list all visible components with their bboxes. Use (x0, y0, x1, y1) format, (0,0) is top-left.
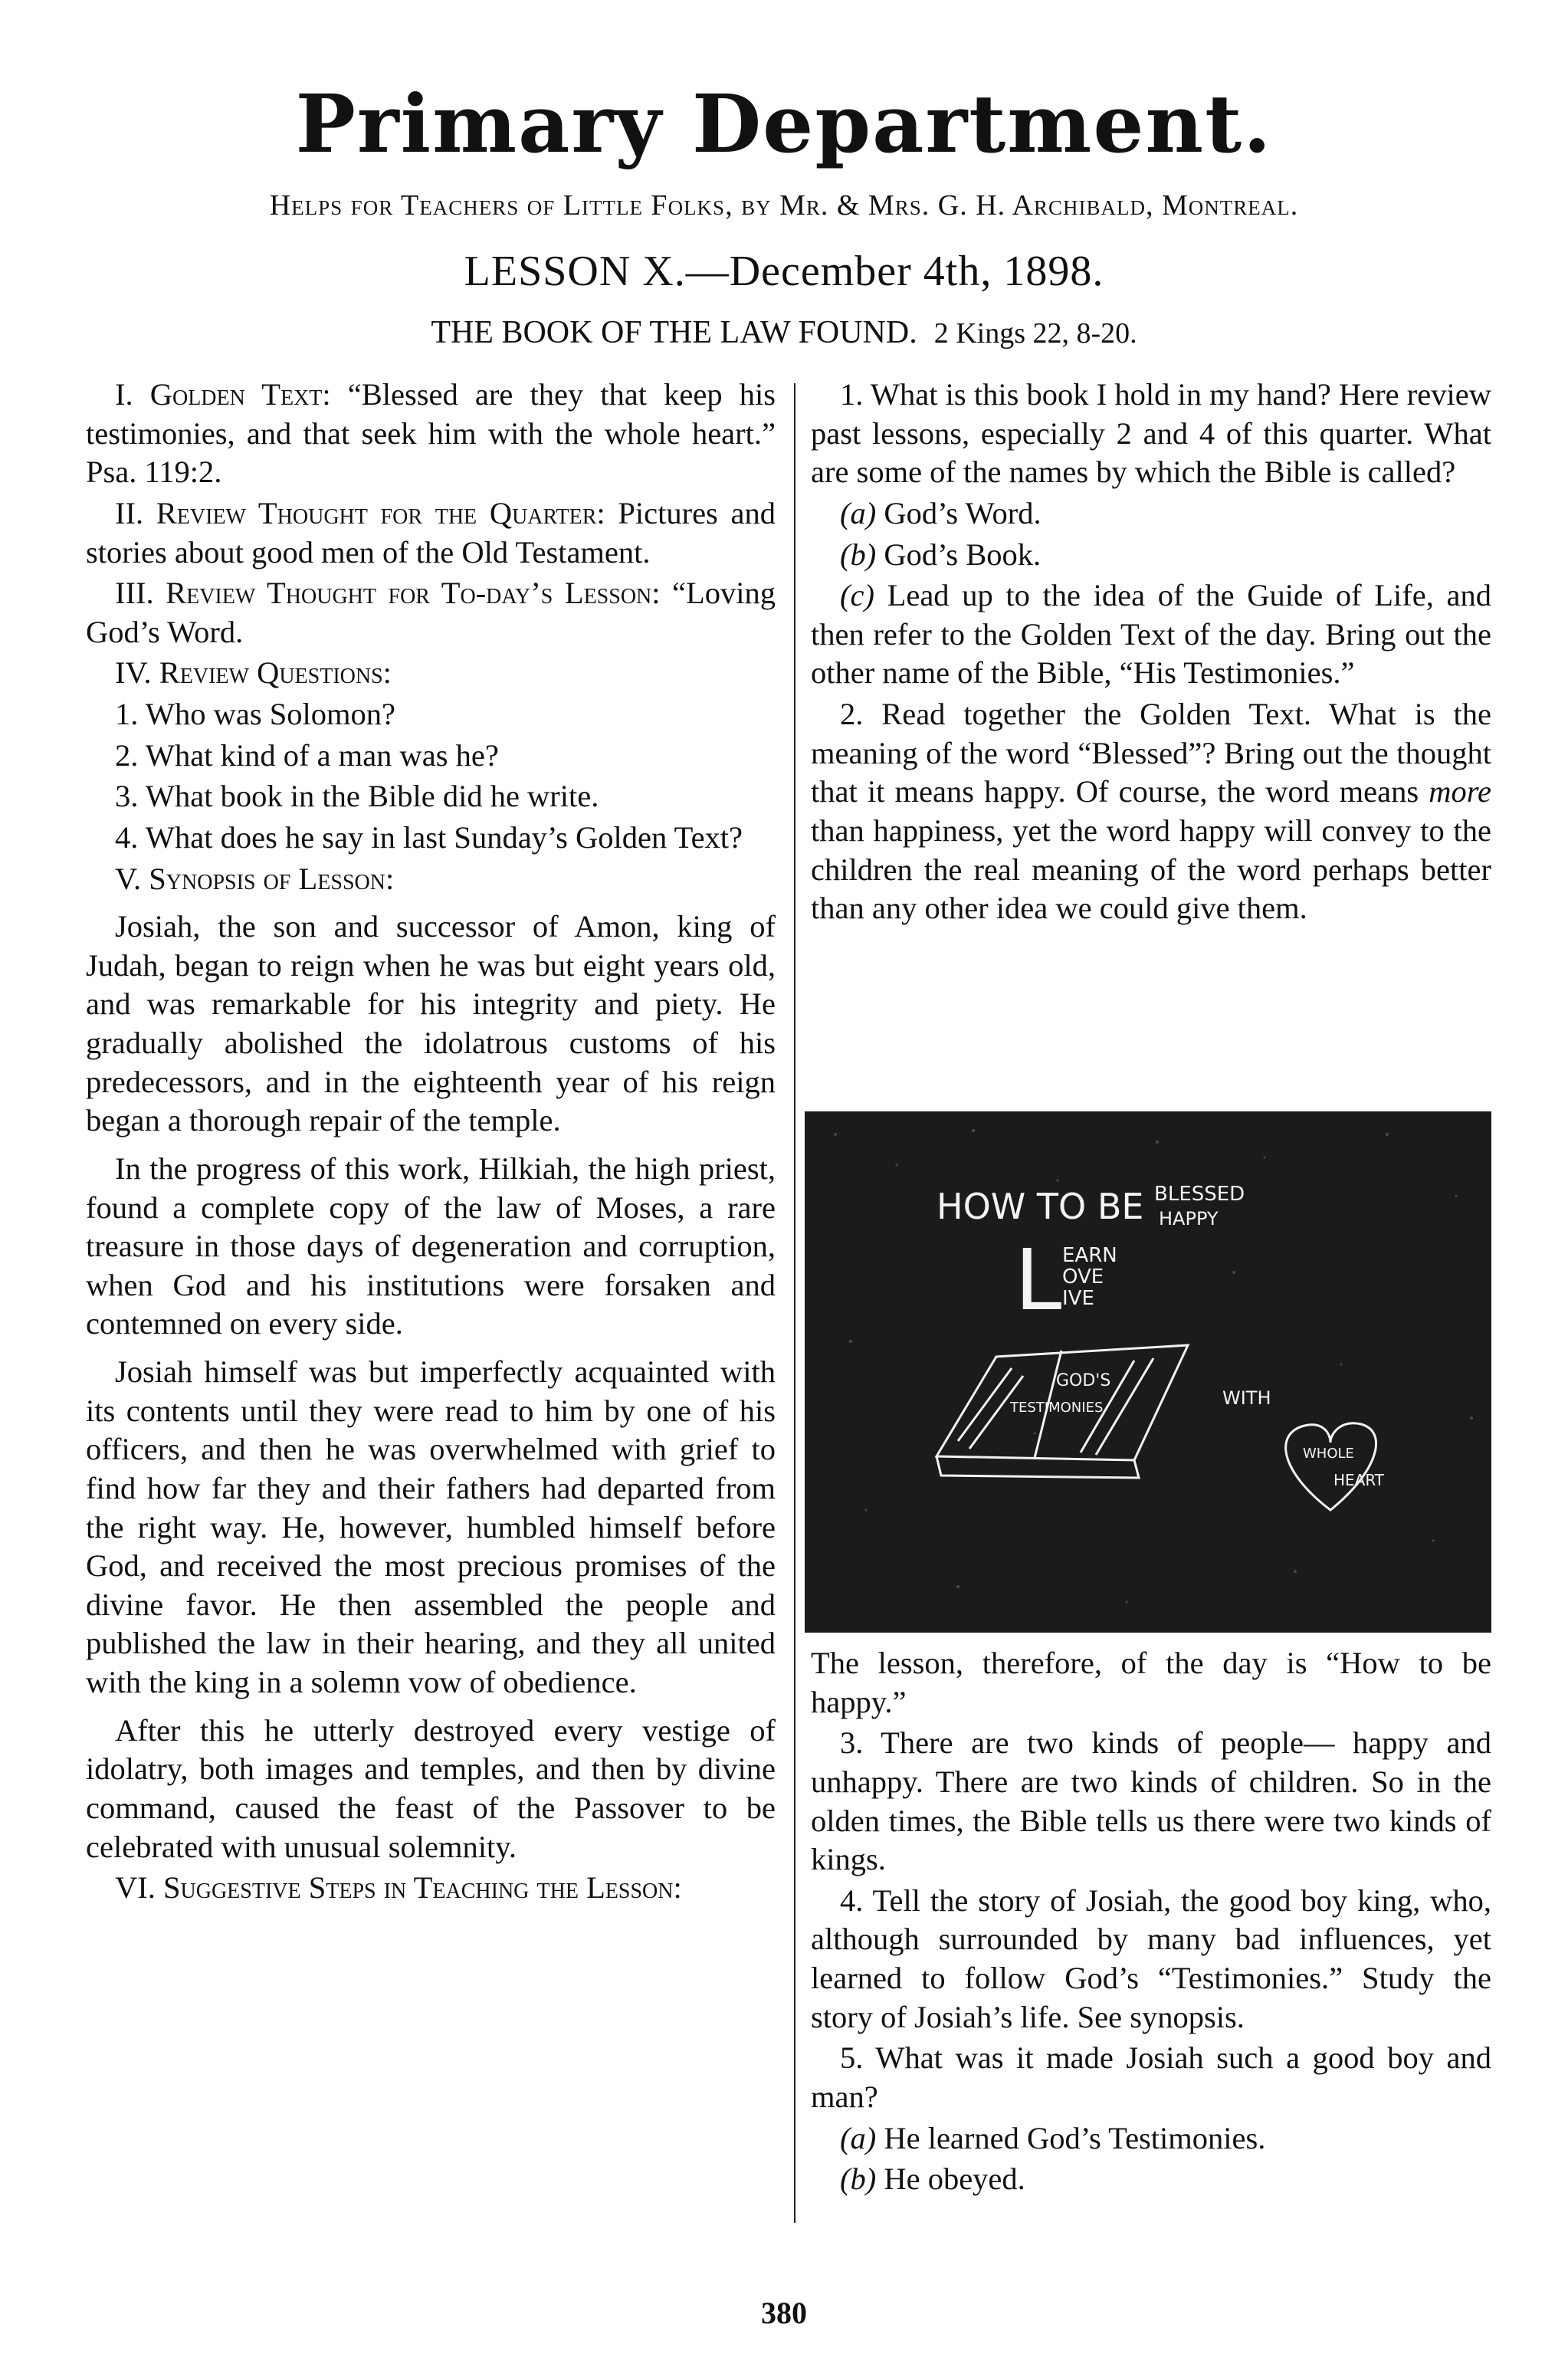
step-4: 4. Tell the story of Josiah, the good boy king, who, although surrounded by many bad influences, yet learned to follow God’s “Testimonies.” Study the story of Josiah’s life. See synopsis. (811, 1883, 1491, 2034)
step-3: 3. There are two kinds of people— happy and unhappy. There are two kinds of children. So in the olden times, the Bible tells us there were two kinds of kings. (811, 1725, 1491, 1877)
step-2-emphasis: more (1429, 774, 1491, 809)
item-text: God’s Word. (884, 495, 1042, 530)
chalk-ove: OVE (1062, 1265, 1104, 1288)
review-quarter-body: Pictures and stories about good men of the Old Testament. (86, 495, 776, 570)
item-text: He learned God’s Testimonies. (884, 2120, 1266, 2155)
question-item: 1. Who was Solomon? (115, 697, 395, 731)
chalk-earn: EARN (1062, 1244, 1117, 1267)
review-today-body: “Loving God’s Word. (86, 576, 776, 649)
chalk-happy: HAPPY (1159, 1208, 1219, 1229)
chalk-whole: WHOLE (1303, 1446, 1354, 1462)
step-1: 1. What is this book I hold in my hand? Here review past lessons, especially 2 and 4 of this quarter. What are some of the names by which the Bible is called? (811, 377, 1491, 490)
lesson-topic: THE BOOK OF THE LAW FOUND. (431, 315, 917, 350)
column-divider (794, 383, 795, 2223)
left-column (86, 376, 776, 1910)
blackboard-surface (805, 1111, 1491, 1633)
chalk-heart: HEART (1333, 1471, 1385, 1489)
lesson-topic-line (0, 314, 1568, 351)
answer-item (811, 2160, 1491, 2199)
lesson-heading: LESSON X.—December 4th, 1898. (464, 248, 1104, 295)
synopsis-paragraph: Josiah himself was but imperfectly acquainted with its contents until they were read to him by one of his officers, and then he was overwhelmed with grief to find how far they and their fathers had departed from the right way. He, however, humbled himself before God, and received the most precious promises of the divine favor. He then assembled the people and published the law in their hearing, and they all united with the king in a solemn vow of obedience. (86, 1354, 776, 1699)
page-title: Primary Department. (295, 77, 1273, 171)
item-marker: (c) (840, 578, 874, 613)
right-column-continued (811, 1644, 1491, 2201)
step-2 (811, 695, 1491, 928)
chalk-how-to-be: HOW TO BE (937, 1186, 1144, 1227)
question-item: 2. What kind of a man was he? (115, 737, 499, 773)
synopsis-paragraph: In the progress of this work, Hilkiah, the high priest, found a complete copy of the law of Moses, a rare treasure in those days of degeneration and corruption, when God and his institutions were forsaken and contemned on every side. (86, 1151, 776, 1341)
step-2-text-cont: than happiness, yet the word happy will convey to the children the real meaning of the word perhaps better than any other idea we could give them. (811, 812, 1491, 926)
item-text: God’s Book. (884, 537, 1042, 572)
chalk-with: WITH (1222, 1387, 1271, 1409)
chalk-book-top: GOD'S (1056, 1371, 1111, 1390)
question-item: 3. What book in the Bible did he write. (115, 779, 599, 814)
step-2-text: 2. Read together the Golden Text. What is the meaning of the word “Blessed”? Bring out the thought that it means happy. Of course, the word means (811, 697, 1491, 809)
questions-label: IV. Review Questions: (115, 655, 392, 691)
item-text: Lead up to the idea of the Guide of Life, and then refer to the Golden Text of the day. Bring out the other name of the Bible, “His Testimonies.” (811, 578, 1492, 691)
bible-name-item (811, 576, 1491, 693)
bible-name-item (811, 536, 1491, 575)
steps-label: VI. Suggestive Steps in Teaching the Lesson: (115, 1870, 682, 1906)
chalk-ive: IVE (1062, 1287, 1094, 1310)
scripture-reference: 2 Kings 22, 8-20. (933, 317, 1137, 350)
item-marker: (b) (840, 537, 877, 572)
review-quarter (86, 494, 776, 572)
chalk-blessed: BLESSED (1154, 1183, 1245, 1206)
lesson-conclusion: The lesson, therefore, of the day is “How to be happy.” (811, 1646, 1491, 1719)
review-today-label: III. Review Thought for To-day’s Lesson: (115, 576, 661, 611)
item-marker: (b) (840, 2162, 877, 2197)
question-item: 4. What does he say in last Sunday’s Golden Text? (115, 819, 743, 855)
golden-text-body: “Blessed are they that keep his testimonies, and that seek him with the whole heart.” Psa. 119:2. (86, 377, 776, 490)
bible-name-item (811, 494, 1491, 533)
golden-text-label: I. Golden Text: (115, 377, 331, 412)
blackboard-illustration (805, 1111, 1491, 1633)
chalk-book-bottom: TESTIMONIES (1010, 1400, 1104, 1416)
right-column (811, 376, 1491, 931)
item-marker: (a) (840, 2120, 877, 2155)
chalk-big-l: L (1015, 1231, 1062, 1329)
page-number: 380 (761, 2296, 807, 2330)
item-text: He obeyed. (884, 2162, 1025, 2197)
page-subtitle: Helps for Teachers of Little Folks, by Mr. & Mrs. G. H. Archibald, Montreal. (269, 189, 1299, 222)
review-today (86, 574, 776, 652)
answer-item (811, 2119, 1491, 2158)
synopsis-paragraph: Josiah, the son and successor of Amon, king of Judah, began to reign when he was but eight years old, and was remarkable for his integrity and piety. He gradually abolished the idolatrous customs of his predecessors, and in the eighteenth year of his reign began a thorough repair of the temple. (86, 909, 776, 1138)
blackboard-drawing (805, 1111, 1491, 1633)
step-5: 5. What was it made Josiah such a good boy and man? (811, 2040, 1491, 2114)
golden-text (86, 376, 776, 492)
synopsis-label: V. Synopsis of Lesson: (115, 861, 395, 896)
item-marker: (a) (840, 495, 877, 530)
synopsis-paragraph: After this he utterly destroyed every vestige of idolatry, both images and temples, and then by divine command, caused the feast of the Passover to be celebrated with unusual solemnity. (86, 1712, 776, 1864)
review-quarter-label: II. Review Thought for the Quarter: (115, 495, 605, 530)
